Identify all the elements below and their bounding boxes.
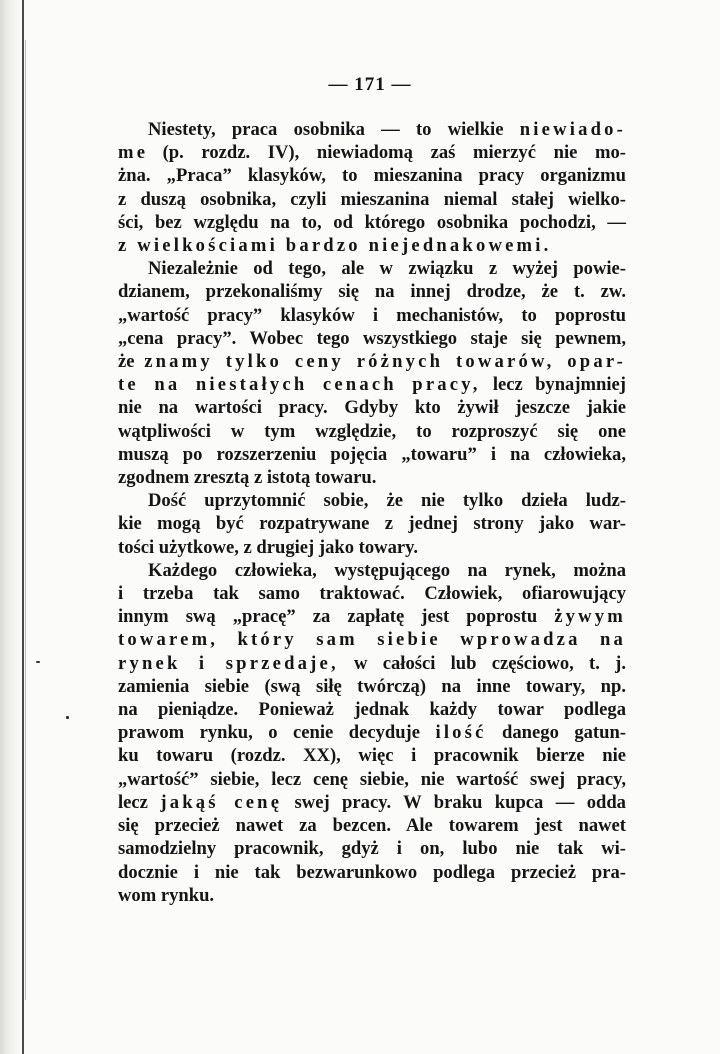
text-line [118,188,626,211]
text-line [118,814,626,837]
text-line [118,373,626,396]
text-run: Każdego człowieka, występującego na rynek, można [148,559,626,581]
text-line [118,257,626,280]
text-line [118,675,626,698]
text-run: że [118,351,145,373]
text-line [118,861,626,884]
text-line [118,721,626,744]
text-run: ści, bez względu na to, od którego osobnika pochodzi, — [118,211,626,233]
text-line [118,280,626,303]
text-line [118,420,626,443]
spaced-emphasis: niewiado- [519,119,626,140]
scan-speck [36,661,40,663]
text-run: prawom rynku, o cenie decyduje [118,722,436,744]
spaced-emphasis: m [118,142,137,164]
text-run: „wartość” siebie, lecz cenę siebie, nie wartość swej pracy, [118,768,626,790]
spaced-emphasis: te na niestałych cenach pracy, [118,374,481,396]
scan-speck [66,716,69,719]
text-line [118,582,626,605]
text-line [118,837,626,860]
text-run: „wartość pracy” klasyków i mechanistów, to poprostu [118,304,626,326]
binding-edge-inner [25,40,26,1000]
text-run: docznie i nie tak bezwarunkowo podlega przecież pra- [118,861,626,883]
text-line [118,791,626,814]
text-run: ku towaru (rozdz. XX), więc i pracownik bierze nie [118,745,626,767]
text-run: kie mogą być rozpatrywane z jednej strony jako war- [118,513,626,535]
text-line [118,396,626,419]
text-run: „cena pracy”. Wobec tego wszystkiego staje się pewnem, [118,327,626,349]
page-number: — 171 — [328,74,412,95]
text-run: e (p. rozdz. IV), niewiadomą zaś mierzyć nie mo- [136,142,626,164]
text-run: lecz bynajmniej [480,374,626,396]
text-run: muszą po rozszerzeniu pojęcia „towaru” i na człowieka, [118,443,626,465]
spaced-emphasis: rynek i sprzedaje, [118,652,339,674]
text-run: na pieniądze. Ponieważ jednak każdy towar podlega [118,699,626,721]
text-line [118,466,626,489]
page-gutter-shadow [0,0,22,1054]
text-line [118,628,626,651]
text-line [118,768,626,791]
text-run: z duszą osobnika, czyli mieszanina niemal stałej wielko- [118,188,626,210]
spaced-emphasis: towarem, który sam siebie wprowadza na [118,629,626,651]
text-run: żna. „Praca” klasyków, to mieszanina pracy organizmu [118,165,626,187]
text-run: nie na wartości pracy. Gdyby kto żywił jeszcze jakie [118,397,626,419]
body-text [118,118,626,907]
text-line [118,489,626,512]
text-run: Niezależnie od tego, ale w związku z wyżej powie- [148,258,626,280]
text-run: się przecież nawet za bezcen. Ale towarem jest nawet [118,815,626,837]
spaced-emphasis: jakąś cenę [160,791,283,813]
text-run: zgodnem zresztą z istotą towaru. [118,467,377,489]
text-run: innym swą „pracę” za zapłatę jest poprostu [118,606,555,628]
text-run: w całości lub częściowo, t. j. [338,652,626,674]
text-line [118,234,626,257]
text-run: tości użytkowe, z drugiej jako towary. [118,536,419,558]
text-run: swej pracy. W braku kupca — odda [282,791,626,813]
text-line [118,443,626,466]
text-line [118,698,626,721]
spaced-emphasis: znamy tylko ceny różnych towarów, opar- [144,351,626,373]
text-run: i trzeba tak samo traktować. Człowiek, ofiarowujący [118,583,626,605]
spaced-emphasis: żywym [554,606,626,628]
text-line [118,605,626,628]
text-line [118,327,626,350]
text-line [118,350,626,373]
text-run: danego gatun- [486,722,626,744]
text-line [118,652,626,675]
text-line [118,164,626,187]
text-run: lecz [118,791,161,813]
text-line [118,512,626,535]
text-line [118,536,626,559]
text-line [118,559,626,582]
text-line [118,141,626,164]
text-line [118,304,626,327]
text-line [118,211,626,234]
text-run: zamienia siebie (swą siłę twórczą) na inne towary, np. [118,675,626,697]
text-run: dzianem, przekonaliśmy się na innej drodze, że t. zw. [118,281,626,303]
text-line [118,118,626,141]
spaced-emphasis: z wielkościami bardzo niejednakowemi. [118,235,552,257]
text-run: wom rynku. [118,884,215,906]
text-run: Niestety, praca osobnika — to wielkie [148,119,520,140]
text-line [118,884,626,907]
text-run: wątpliwości w tym względzie, to rozproszyć się one [118,420,626,442]
binding-edge [22,0,24,1054]
text-line [118,744,626,767]
spaced-emphasis: ilość [435,722,487,744]
text-run: samodzielny pracownik, gdyż i on, lubo nie tak wi- [118,838,626,860]
text-run: Dość uprzytomnić sobie, że nie tylko dzieła ludz- [148,490,626,512]
